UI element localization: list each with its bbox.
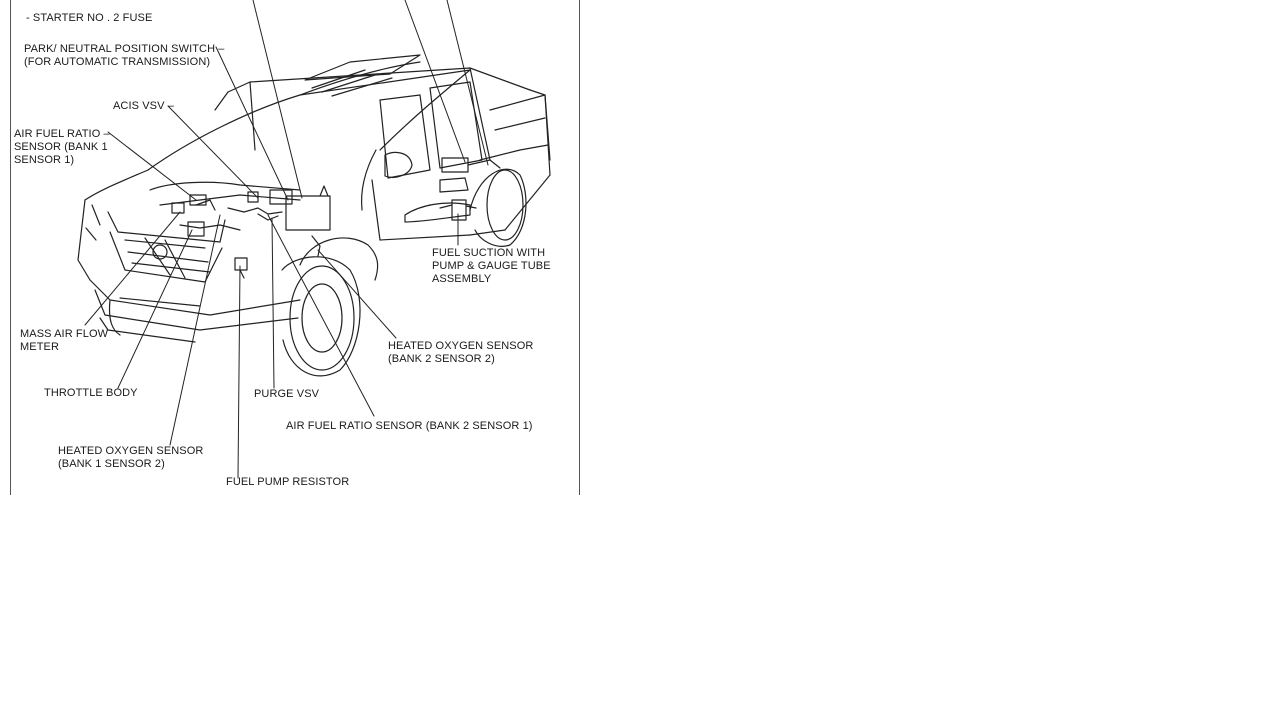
label-mass-air-flow-meter [20, 328, 108, 354]
truck-front-end [78, 170, 300, 342]
label-line: AIR FUEL RATIO – [14, 128, 110, 140]
label-park-neutral-switch [24, 43, 225, 69]
label-line: METER [20, 341, 59, 353]
label-line: PUMP & GAUGE TUBE [432, 260, 551, 272]
label-purge-vsv [254, 388, 319, 401]
label-fuel-pump-resistor [226, 476, 349, 489]
label-line: HEATED OXYGEN SENSOR [58, 445, 204, 457]
label-line: (BANK 2 SENSOR 2) [388, 353, 495, 365]
label-line: (BANK 1 SENSOR 2) [58, 458, 165, 470]
label-air-fuel-ratio-sensor-bank1-sensor1 [14, 128, 110, 167]
truck-hood [148, 55, 470, 170]
label-line: SENSOR 1) [14, 154, 75, 166]
label-throttle-body [44, 387, 138, 400]
label-line: FUEL PUMP RESISTOR [226, 476, 350, 488]
fuel-system-components [405, 158, 500, 222]
truck-cab [215, 68, 550, 240]
label-air-fuel-ratio-sensor-bank2-sensor1 [286, 420, 533, 433]
label-line: ASSEMBLY [432, 273, 492, 285]
label-heated-oxygen-sensor-bank2-sensor2 [388, 340, 533, 366]
label-line: (FOR AUTOMATIC TRANSMISSION) [24, 56, 211, 68]
label-line: THROTTLE BODY [44, 387, 138, 399]
truck-component-location-diagram [0, 0, 581, 495]
label-line: PURGE VSV [254, 388, 320, 400]
label-fuel-suction-assembly [432, 247, 551, 286]
label-line: HEATED OXYGEN SENSOR [388, 340, 534, 352]
label-line: PARK/ NEUTRAL POSITION SWITCH – [24, 43, 225, 55]
label-line: ACIS VSV – [113, 100, 174, 112]
truck-bed [470, 95, 550, 235]
label-acis-vsv [113, 100, 174, 113]
label-heated-oxygen-sensor-bank1-sensor2 [58, 445, 203, 471]
label-line: MASS AIR FLOW [20, 328, 109, 340]
label-line: - STARTER NO . 2 FUSE [26, 12, 153, 24]
label-line: SENSOR (BANK 1 [14, 141, 108, 153]
label-line: AIR FUEL RATIO SENSOR (BANK 2 SENSOR 1) [286, 420, 533, 432]
label-line: FUEL SUCTION WITH [432, 247, 546, 259]
label-starter-fuse [26, 12, 152, 25]
